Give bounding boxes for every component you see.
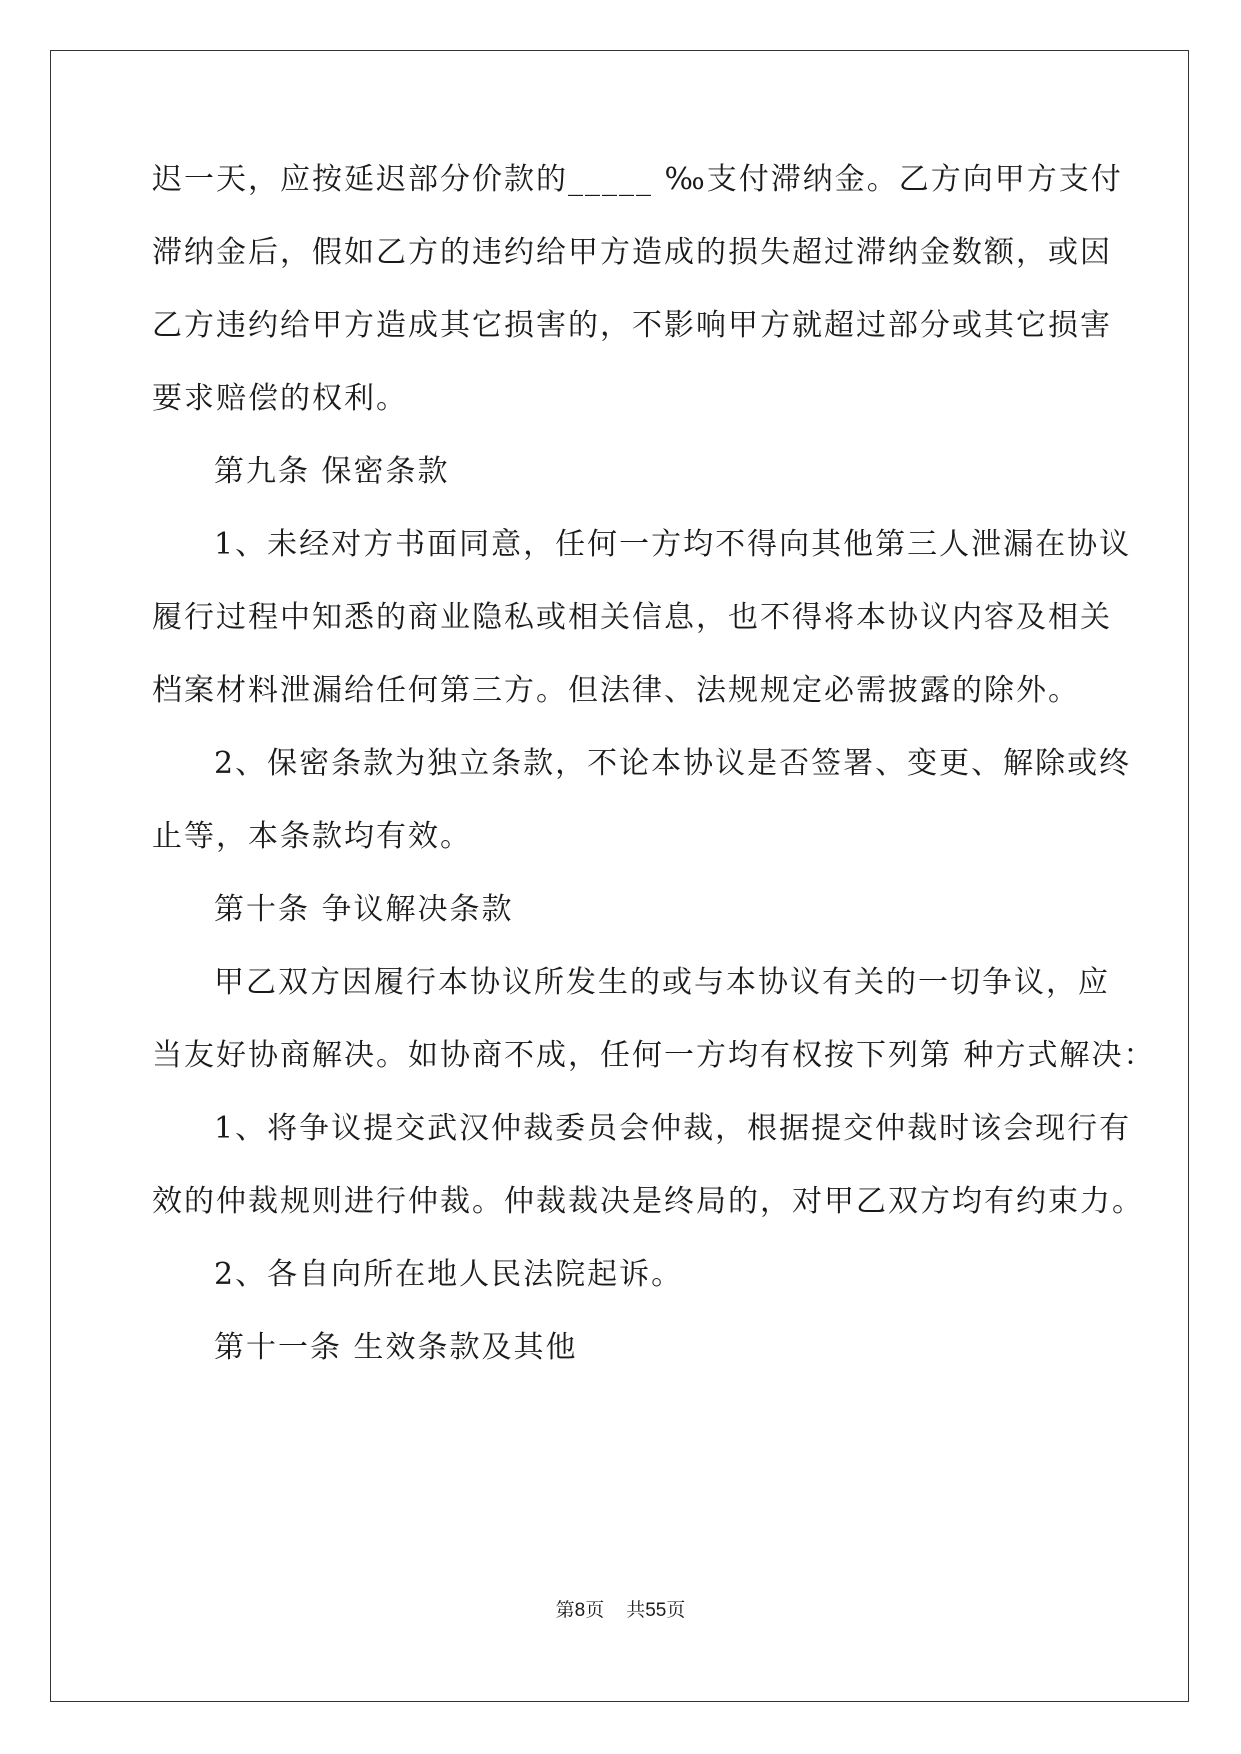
text-line: 乙方违约给甲方造成其它损害的，不影响甲方就超过部分或其它损害 [152, 308, 1112, 343]
text-line: 档案材料泄漏给任何第三方。但法律、法规规定必需披露的除外。 [152, 673, 1080, 708]
footer-page-prefix: 第 [555, 1599, 575, 1621]
text-line: 迟一天，应按延迟部分价款的_____ ‰支付滞纳金。乙方向甲方支付 [152, 162, 1123, 197]
footer-page-suffix: 页 [585, 1599, 605, 1621]
section-heading: 第十条 争议解决条款 [214, 892, 514, 927]
text-line: 2、各自向所在地人民法院起诉。 [214, 1257, 684, 1292]
text-line: 止等，本条款均有效。 [152, 819, 472, 854]
text-line: 效的仲裁规则进行仲裁。仲裁裁决是终局的，对甲乙双方均有约束力。 [152, 1184, 1144, 1219]
text-line: 当友好协商解决。如协商不成，任何一方均有权按下列第 种方式解决： [152, 1038, 1156, 1073]
text-line: 滞纳金后，假如乙方的违约给甲方造成的损失超过滞纳金数额，或因 [152, 235, 1112, 270]
footer-total-suffix: 页 [666, 1599, 686, 1621]
page-border [50, 50, 1189, 1702]
section-heading: 第九条 保密条款 [214, 454, 450, 489]
total-pages: 55 [645, 1600, 667, 1621]
text-line: 1、未经对方书面同意，任何一方均不得向其他第三人泄漏在协议 [214, 527, 1132, 562]
footer-total-prefix: 共 [626, 1599, 646, 1621]
section-heading: 第十一条 生效条款及其他 [214, 1330, 578, 1365]
page-footer [0, 1598, 1241, 1623]
text-line: 履行过程中知悉的商业隐私或相关信息，也不得将本协议内容及相关 [152, 600, 1112, 635]
text-line: 1、将争议提交武汉仲裁委员会仲裁，根据提交仲裁时该会现行有 [214, 1111, 1132, 1146]
text-line: 要求赔偿的权利。 [152, 381, 408, 416]
page-number: 8 [574, 1600, 586, 1621]
text-line: 2、保密条款为独立条款，不论本协议是否签署、变更、解除或终 [214, 746, 1132, 781]
text-line: 甲乙双方因履行本协议所发生的或与本协议有关的一切争议，应 [214, 965, 1110, 1000]
